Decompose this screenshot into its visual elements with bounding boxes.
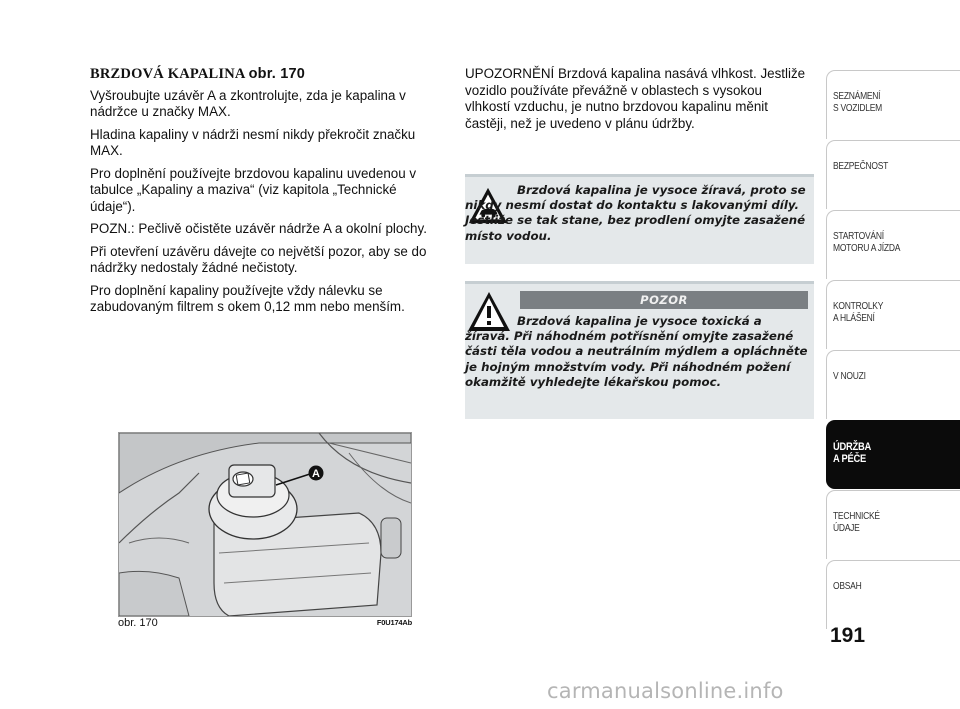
tab-label: V NOUZI — [833, 371, 866, 382]
tab-label: KONTROLKY A HLÁŠENÍ — [833, 301, 884, 324]
page-number: 191 — [830, 624, 866, 647]
section-heading — [90, 66, 440, 83]
figure-caption-label: obr. 170 — [118, 617, 158, 629]
paint-warning-text: Brzdová kapalina je vysoce žíravá, proto se nikdy nesmí dostat do kontaktu s lakovanými díly. Jestliže se tak stane, bez prodlení omyjte zasažené místo vodou. — [465, 183, 806, 243]
tab-label: TECHNICKÉ ÚDAJE — [833, 511, 880, 534]
paragraph: POZN.: Pečlivě očistěte uzávěr nádrže A a okolní plochy. — [90, 221, 427, 236]
paragraph: Vyšroubujte uzávěr A a zkontrolujte, zda je kapalina v nádržce u značky MAX. — [90, 87, 406, 119]
figure-reference: obr. 170 — [248, 66, 306, 82]
tab-label: OBSAH — [833, 581, 862, 592]
tab-label: ÚDRŽBA A PÉČE — [833, 441, 871, 465]
tab-seznameni[interactable] — [826, 70, 960, 139]
tab-startovani[interactable] — [826, 210, 960, 279]
pozor-warning-box — [465, 281, 814, 419]
pozor-title-bar: POZOR — [520, 291, 808, 309]
left-column — [90, 66, 440, 322]
tab-bezpecnost[interactable] — [826, 140, 960, 209]
tab-v-nouzi[interactable] — [826, 350, 960, 419]
brake-fluid-reservoir-figure — [118, 432, 412, 617]
paragraph: Pro doplnění kapaliny používejte vždy nálevku se zabudovaným filtrem s okem 0,12 mm nebo menším. — [90, 282, 405, 314]
tab-obsah[interactable] — [826, 560, 960, 629]
callout-label: A — [312, 468, 320, 480]
chapter-tabs — [826, 70, 960, 630]
tab-kontrolky[interactable] — [826, 280, 960, 349]
paragraph: Hladina kapaliny v nádrži nesmí nikdy překročit značku MAX. — [90, 126, 416, 158]
watermark: carmanualsonline.info — [547, 679, 784, 703]
paragraph: Při otevření uzávěru dávejte co největší pozor, aby se do nádržky nedostaly žádné nečistoty. — [90, 243, 427, 275]
paint-warning-box — [465, 174, 814, 264]
tab-label: STARTOVÁNÍ MOTORU A JÍZDA — [833, 231, 901, 254]
tab-label: SEZNÁMENÍ S VOZIDLEM — [833, 91, 882, 114]
pozor-warning-text: Brzdová kapalina je vysoce toxická a žíravá. Při náhodném potřísnění omyjte zasažené části těla vodou a neutrálním mýdlem a opláchněte je hojným množstvím vody. Při náhodném požení okamžitě vyhledejte lékařskou pomoc. — [465, 314, 808, 389]
humidity-warning-text: UPOZORNĚNÍ Brzdová kapalina nasává vlhkost. Jestliže vozidlo používáte převážně v oblastech s vysokou vlhkostí vzduchu, je nutno brzdovou kapalinu měnit častěji, než je uvedeno v plánu údržby. — [465, 66, 806, 131]
engine-bay-illustration — [119, 433, 411, 616]
right-column — [465, 66, 810, 132]
figure-code: F0U174Ab — [376, 618, 412, 627]
tab-label: BEZPEČNOST — [833, 161, 889, 172]
tab-udrzba[interactable] — [826, 420, 960, 489]
section-title: BRZDOVÁ KAPALINA — [90, 66, 245, 82]
tab-technicke-udaje[interactable] — [826, 490, 960, 559]
paragraph: Pro doplnění používejte brzdovou kapalinu uvedenou v tabulce „Kapaliny a maziva“ (viz kapitola „Technické údaje“). — [90, 165, 417, 214]
